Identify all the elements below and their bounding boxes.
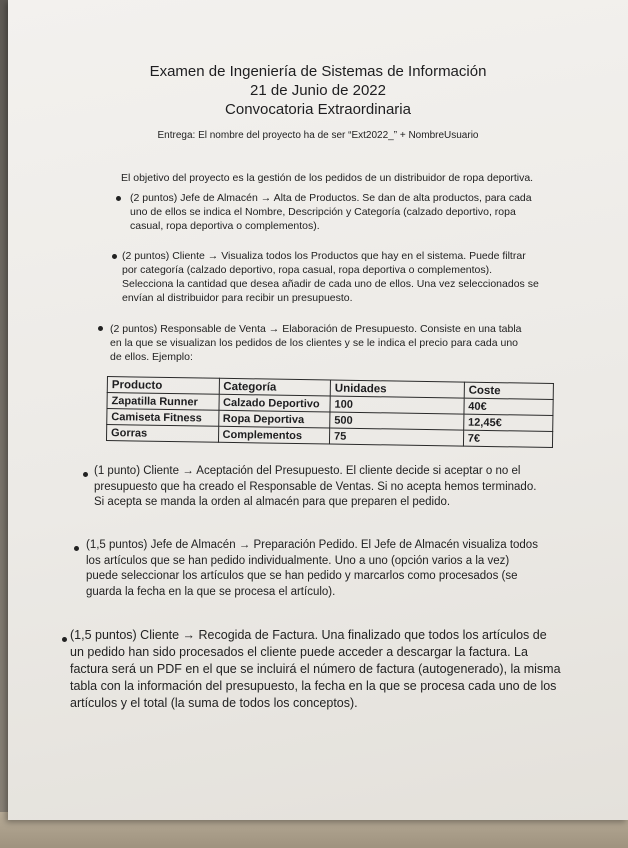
table-cell: Gorras xyxy=(106,425,218,443)
budget-table xyxy=(106,376,554,448)
requirement-item-3 xyxy=(110,322,556,364)
requirement-item-4 xyxy=(94,464,560,511)
exam-title: Examen de Ingeniería de Sistemas de Información xyxy=(149,63,487,80)
item-line: en la que se visualizan los pedidos de los clientes y se le indica el precio para cada uno xyxy=(110,337,519,349)
item-line: casual, ropa deportiva o complementos). xyxy=(130,220,320,232)
column-header-categoria: Categoría xyxy=(219,378,331,396)
column-header-coste: Coste xyxy=(464,382,553,399)
table-cell: 75 xyxy=(329,428,463,446)
bullet-icon xyxy=(74,546,79,551)
table-cell: 500 xyxy=(330,412,464,430)
exam-sheet xyxy=(8,0,628,820)
column-header-producto: Producto xyxy=(107,377,219,395)
exam-date: 21 de Junio de 2022 xyxy=(250,82,386,99)
table-cell: Zapatilla Runner xyxy=(107,393,219,411)
requirement-item-1 xyxy=(130,191,560,233)
item-line: (2 puntos) Responsable de Venta → Elaboración de Presupuesto. Consiste en una tabla xyxy=(110,323,522,335)
bullet-icon xyxy=(112,254,117,259)
bullet-icon xyxy=(62,637,67,642)
requirement-item-5 xyxy=(86,538,564,600)
item-line: presupuesto que ha creado el Responsable de Ventas. Si no acepta hemos terminado. xyxy=(94,480,537,493)
item-line: un pedido han sido procesados el cliente puede acceder a descargar la factura. La xyxy=(70,645,528,659)
bullet-icon xyxy=(98,326,103,331)
exam-header xyxy=(8,62,628,119)
delivery-note: Entrega: El nombre del proyecto ha de ser “Ext2022_” + NombreUsuario xyxy=(157,130,479,141)
item-line: tabla con la información del presupuesto, la fecha en la que se procesa cada uno de los xyxy=(70,679,557,693)
item-line: uno de ellos se indica el Nombre, Descripción y Categoría (calzado deportivo, ropa xyxy=(130,206,516,218)
table-cell: 7€ xyxy=(463,430,552,447)
item-line: por categoría (calzado deportivo, ropa casual, ropa deportiva o complementos). xyxy=(122,264,493,276)
bullet-icon xyxy=(83,472,88,477)
item-line: (1 punto) Cliente → Aceptación del Presupuesto. El cliente decide si aceptar o no el xyxy=(94,465,521,477)
table-cell: Ropa Deportiva xyxy=(218,410,330,428)
table-cell: Camiseta Fitness xyxy=(107,409,219,427)
item-line: de ellos. Ejemplo: xyxy=(110,351,193,363)
bullet-icon xyxy=(116,196,121,201)
item-line: los artículos que se han pedido individualmente. Uno a uno (opción varios a la vez) xyxy=(86,554,510,567)
item-line: (2 puntos) Jefe de Almacén → Alta de Productos. Se dan de alta productos, para cada xyxy=(130,192,532,204)
item-line: guarda la fecha en la que se procesa el artículo). xyxy=(86,585,336,598)
project-intro: El objetivo del proyecto es la gestión de los pedidos de un distribuidor de ropa deportiva. xyxy=(121,172,534,184)
exam-session: Convocatoria Extraordinaria xyxy=(225,101,411,118)
item-line: envían al distribuidor para recibir un presupuesto. xyxy=(122,292,353,304)
item-line: Si acepta se manda la orden al almacén para que preparen el pedido. xyxy=(94,496,451,508)
item-line: factura será un PDF en el que se incluirá el número de factura (autogenerado), la misma xyxy=(70,662,561,676)
table-cell: 40€ xyxy=(464,398,553,415)
column-header-unidades: Unidades xyxy=(330,380,464,398)
table-cell: 100 xyxy=(330,396,464,414)
requirement-item-6 xyxy=(70,627,562,712)
item-line: (2 puntos) Cliente → Visualiza todos los Productos que hay en el sistema. Puede filtrar xyxy=(122,250,526,262)
requirement-item-2 xyxy=(122,249,564,305)
table-cell: 12,45€ xyxy=(463,414,552,431)
item-line: (1,5 puntos) Jefe de Almacén → Preparación Pedido. El Jefe de Almacén visualiza todos xyxy=(86,539,538,551)
item-line: Selecciona la cantidad que desea añadir de cada uno de ellos. Una vez seleccionados se xyxy=(122,278,539,290)
table-cell: Complementos xyxy=(218,426,330,444)
item-line: puede seleccionar los artículos que se han pedido y marcarlos como procesados (se xyxy=(86,570,518,582)
item-line: artículos y el total (la suma de todos los conceptos). xyxy=(70,696,358,710)
item-line: (1,5 puntos) Cliente → Recogida de Factura. Una finalizado que todos los artículos de xyxy=(70,628,547,642)
table-cell: Calzado Deportivo xyxy=(218,394,330,412)
